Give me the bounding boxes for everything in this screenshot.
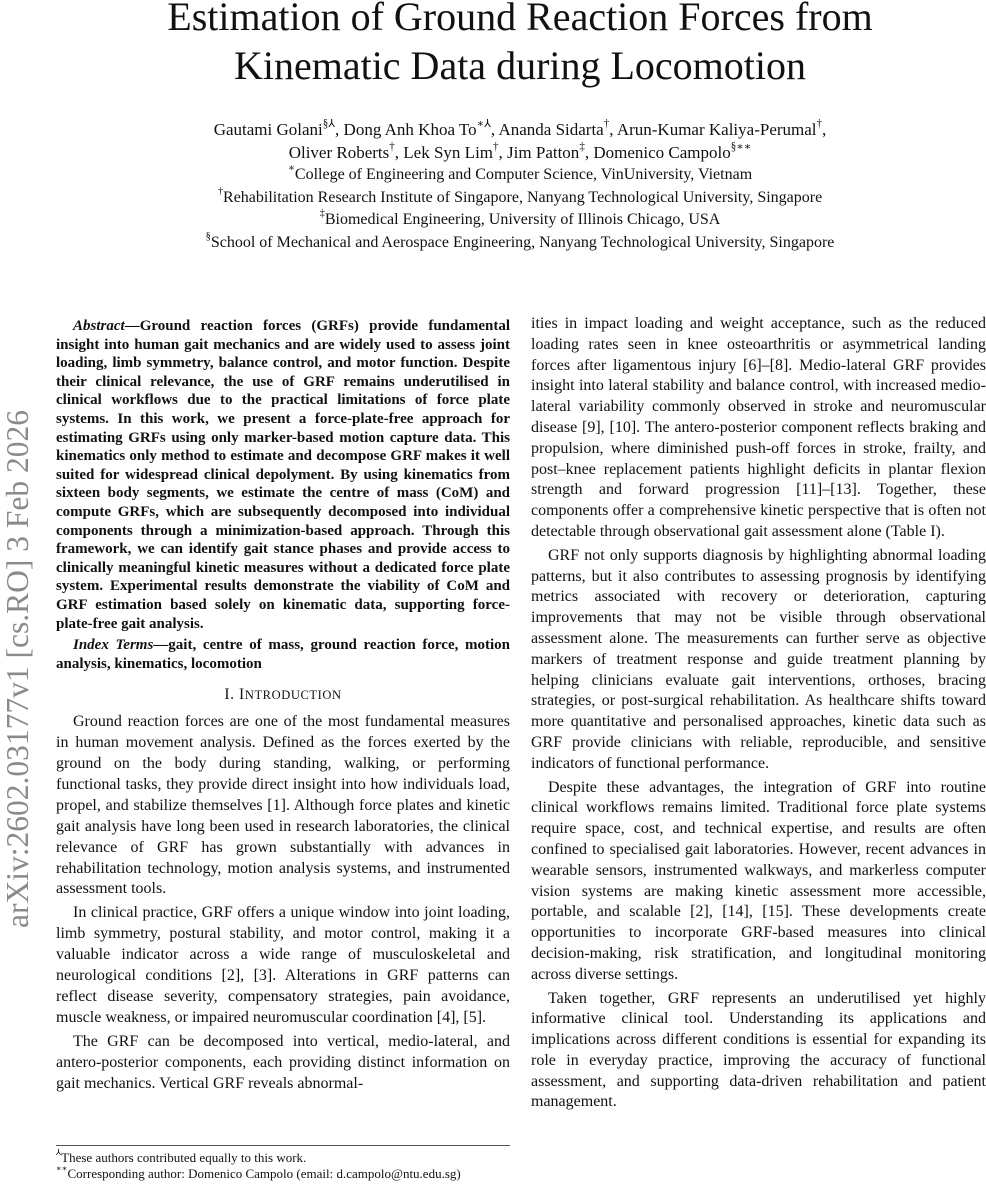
index-terms-label: Index Terms — [73, 637, 154, 654]
affiliation: §School of Mechanical and Aerospace Engineering, Nanyang Technological University, Singapore — [205, 230, 835, 251]
affiliation-list — [80, 164, 960, 254]
body-paragraph: Despite these advantages, the integration of GRF into routine clinical workflows remains limited. Traditional force plate systems require space, cost, and technical expertise, and results are often confined to specialised gait laboratories. However, recent advances in wearable sensors, instrumented walkways, and markerless computer vision systems are making kinetic assessment more accessible, portable, and scalable [2], [14], [15]. These developments create opportunities to incorporate GRF-based measures into clinical decision-making, risk stratification, and longitudinal monitoring across diverse settings. — [531, 778, 986, 983]
abstract — [56, 317, 510, 673]
author-list: Gautami Golani§⅄, Dong Anh Khoa To∗⅄, Ananda Sidarta†, Arun-Kumar Kaliya-Perumal†, Oliver Roberts†, Lek Syn Lim†, Jim Patton‡, Domenico Campolo§∗∗ — [213, 117, 827, 162]
author: Ananda Sidarta† — [498, 117, 610, 139]
footnotes — [56, 1145, 510, 1182]
left-column — [56, 317, 510, 1095]
body-paragraph: In clinical practice, GRF offers a unique window into joint loading, limb symmetry, postural stability, and motor control, making it a valuable indicator across a wide range of musculoskeletal and neurological conditions [2], [3]. Alterations in GRF patterns can reflect disease severity, compensatory strategies, pain avoidance, muscle weakness, or impaired neuromuscular coordination [4], [5]. — [56, 904, 510, 1026]
body-paragraph: The GRF can be decomposed into vertical, medio-lateral, and antero-posterior components, each providing distinct information on gait mechanics. Vertical GRF reveals abnormal- — [56, 1032, 510, 1092]
author: Lek Syn Lim† — [403, 140, 499, 162]
abstract-label: Abstract — [73, 318, 125, 334]
paper-title: Estimation of Ground Reaction Forces from Kinematic Data during Locomotion — [167, 0, 873, 88]
body-paragraph: ities in impact loading and weight acceptance, such as the reduced loading rates seen in knee osteoarthritis or asymmetrical landing forces after ligamentous injury [6]–[8]. Medio-lateral GRF provides insight into lateral stability and balance control, with increased medio-lateral variability commonly observed in stroke and neuromuscular disease [9], [10]. The antero-posterior component reflects braking and propulsion, where diminished push-off forces in stroke, frailty, and post–knee replacement patients highlight deficits in plantar flexion strength and forward progression [11]–[13]. Together, these components offer a comprehensive kinetic perspective that is often not detectable through observational gait assessment alone (Table I). — [531, 315, 986, 540]
affiliation: †Rehabilitation Research Institute of Singapore, Nanyang Technological University, Singapore — [217, 185, 823, 206]
author: Oliver Roberts† — [288, 140, 395, 162]
author: Gautami Golani§⅄ — [213, 117, 336, 139]
author: Arun-Kumar Kaliya-Perumal† — [616, 117, 823, 139]
body-paragraph: GRF not only supports diagnosis by highlighting abnormal loading patterns, but it also contributes to assessing prognosis by identifying metrics associated with recovery or deterioration, capturing improvements that may not be visible through observational assessment alone. The measurements can further serve as objective markers of treatment response and guide treatment planning by helping clinicians evaluate gait interventions, orthoses, bracing strategies, or post-surgical rehabilitation. As healthcare shifts toward more quantitative and personalised approaches, kinetic data such as GRF provide clinicians with reliable, reproducible, and sensitive indicators of functional performance. — [531, 546, 986, 772]
section-heading-introduction: I. INTRODUCTION — [224, 686, 342, 704]
abstract-text: —Ground reaction forces (GRFs) provide fundamental insight into human gait mechanics and are widely used to assess joint loading, limb symmetry, balance control, and motor function. Despite their clinical relevance, the use of GRF remains underutilised in clinical workflows due to the practical limitations of force plate systems. In this work, we present a force-plate-free approach for estimating GRFs using only marker-based motion capture data. This kinematics only method to estimate and decompose GRF makes it well suited for widespread clinical depolyment. By using kinematics from sixteen body segments, we estimate the centre of mass (CoM) and compute GRFs, which are subsequently decomposed into individual components through a minimization-based approach. Through this framework, we can identify gait stance phases and provide access to clinically meaningful kinetic measures without a dedicated force plate system. Experimental results demonstrate the viability of CoM and GRF estimation based solely on kinematic data, supporting force-plate-free gait analysis. — [56, 318, 510, 632]
affiliation: ∗College of Engineering and Computer Science, VinUniversity, Vietnam — [287, 163, 753, 183]
body-paragraph: Ground reaction forces are one of the most fundamental measures in human movement analysis. Defined as the forces exerted by the ground on the body during standing, walking, or performing functional tasks, they provide direct insight into how individuals load, propel, and stabilize themselves [1]. Although force plates and kinetic gait analysis have long been used in research laboratories, the clinical relevance of GRF has grown substantially with advances in rehabilitation technology, motion analysis systems, and instrumented assessment tools. — [56, 713, 510, 898]
index-terms-text: —gait, centre of mass, ground reaction force, motion analysis, kinematics, locomotion — [56, 637, 511, 672]
arxiv-identifier: arXiv:2602.03177v1 [cs.RO] 3 Feb 2026 — [0, 410, 35, 928]
affiliation: ‡Biomedical Engineering, University of Illinois Chicago, USA — [319, 208, 721, 229]
author: Jim Patton‡ — [507, 140, 585, 162]
footnote: ⅄These authors contributed equally to this work. — [56, 1147, 307, 1165]
author: Domenico Campolo§∗∗ — [593, 140, 752, 162]
right-column — [531, 314, 986, 1113]
author: Dong Anh Khoa To∗⅄ — [343, 117, 491, 139]
footnote: ∗∗Corresponding author: Domenico Campolo (email: d.campolo@ntu.edu.sg) — [56, 1163, 461, 1181]
body-paragraph: Taken together, GRF represents an underutilised yet highly informative clinical tool. Understanding its applications and implications across different conditions is essential for expanding its role in everyday practice, improving the accuracy of functional assessment, and supporting data-driven rehabilitation and patient management. — [531, 989, 986, 1111]
